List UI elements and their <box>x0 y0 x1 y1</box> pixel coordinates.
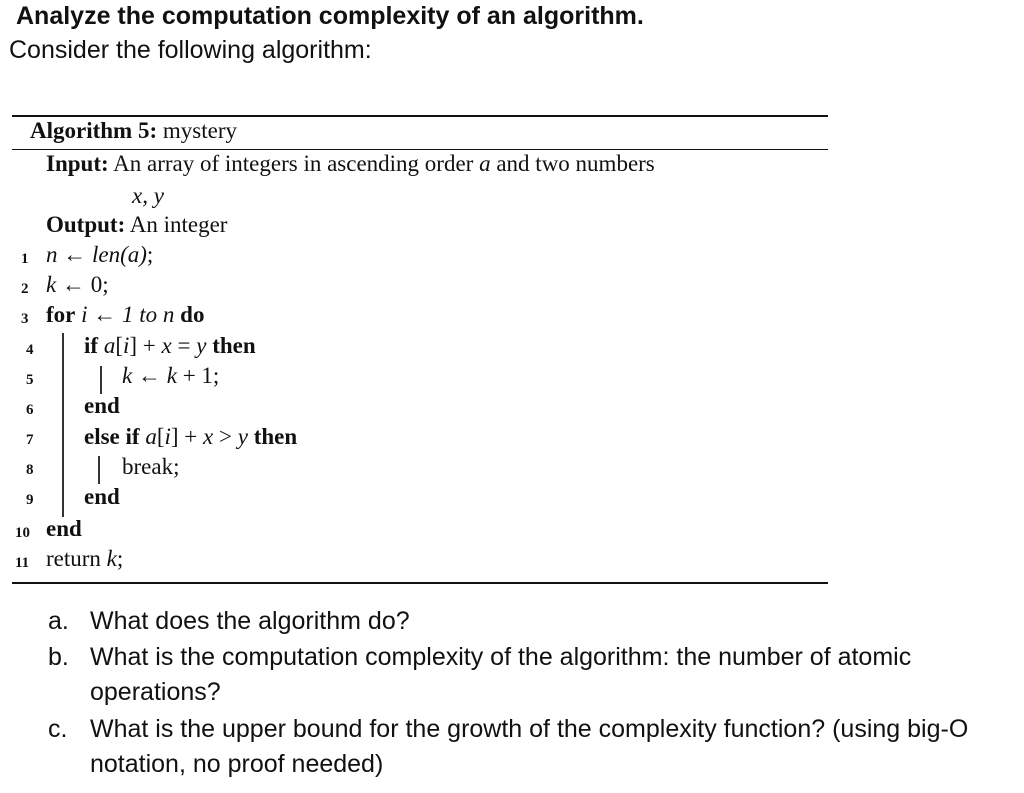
caption-name: mystery <box>162 118 237 143</box>
caption-label: Algorithm 5: <box>30 118 158 143</box>
code-op: = <box>171 333 197 358</box>
line-number: 10 <box>15 525 30 541</box>
code-line-9: end <box>84 484 120 509</box>
code-line-10: end <box>46 516 82 541</box>
input-text: An array of integers in ascending order <box>113 151 474 176</box>
line-number: 7 <box>26 432 34 448</box>
code-keyword: return <box>46 546 101 571</box>
code-op: ← <box>63 242 87 267</box>
input-var: a <box>479 151 491 176</box>
code-op: ← <box>132 363 167 388</box>
algorithm-box <box>12 115 828 585</box>
code-end: ; <box>146 242 154 267</box>
input-line <box>46 151 655 177</box>
code-op: > <box>213 424 238 449</box>
code-line-6: end <box>84 393 120 418</box>
code-keyword: for <box>46 302 76 327</box>
code-expr: 1 to n <box>122 302 175 327</box>
bottom-rule <box>12 582 828 584</box>
code-op: [ <box>115 333 123 358</box>
if-body-bar <box>100 366 102 394</box>
input-vars: x, y <box>132 183 164 208</box>
code-end: ; <box>116 546 124 571</box>
code-var: n <box>46 242 58 267</box>
code-line-11 <box>46 546 123 572</box>
intro-text: Consider the following algorithm: <box>9 36 372 64</box>
line-number: 2 <box>21 281 29 297</box>
else-if-body-bar <box>98 456 100 484</box>
code-var: k <box>122 363 133 388</box>
code-end: ; <box>102 272 109 297</box>
code-var: i <box>81 302 88 327</box>
code-var: k <box>166 363 177 388</box>
code-line-2 <box>46 272 109 298</box>
top-rule <box>12 115 828 117</box>
code-line-5 <box>122 363 219 389</box>
question-text: What is the upper bound for the growth of the complexity function? (using big-O notation, no proof needed) <box>90 715 969 778</box>
line-number: 11 <box>15 555 30 571</box>
code-keyword: then <box>212 333 256 358</box>
code-keyword: do <box>180 302 205 327</box>
code-line-3 <box>46 302 204 328</box>
code-line-1 <box>46 242 153 268</box>
code-line-8: break; <box>122 454 180 479</box>
code-op: ← <box>61 272 85 297</box>
output-line <box>46 212 227 238</box>
code-var: k <box>106 546 117 571</box>
line-number: 3 <box>21 311 29 327</box>
line-number: 5 <box>26 372 34 388</box>
code-op: ] + <box>129 333 162 358</box>
question-marker: a. <box>48 607 69 635</box>
code-var: k <box>46 272 57 297</box>
output-text: An integer <box>129 212 228 237</box>
code-line-4 <box>84 333 256 359</box>
code-line-7 <box>84 424 297 450</box>
code-keyword: if <box>84 333 99 358</box>
code-var: y <box>196 333 207 358</box>
page-title: Analyze the computation complexity of an algorithm. <box>16 2 644 30</box>
code-op: ] + <box>170 424 204 449</box>
algorithm-caption <box>30 118 237 144</box>
loop-body-bar <box>62 333 64 517</box>
code-var: a <box>103 333 116 358</box>
code-var: a <box>145 424 157 449</box>
question-marker: c. <box>48 715 68 743</box>
code-keyword: else if <box>84 424 140 449</box>
code-op: ← <box>93 302 117 327</box>
question-text: What is the computation complexity of the algorithm: the number of atomic operations? <box>90 643 912 706</box>
code-var: x <box>161 333 172 358</box>
code-var: i <box>122 333 130 358</box>
caption-rule <box>12 149 828 150</box>
input-label: Input: <box>46 151 109 176</box>
code-var: y <box>237 424 248 449</box>
output-label: Output: <box>46 212 126 237</box>
code-op: [ <box>156 424 165 449</box>
line-number: 8 <box>26 462 34 478</box>
line-number: 9 <box>26 492 34 508</box>
code-expr: + 1; <box>176 363 220 388</box>
code-expr: len(a) <box>92 242 147 267</box>
question-text: What does the algorithm do? <box>90 607 410 635</box>
question-marker: b. <box>48 643 69 671</box>
code-var: x <box>203 424 214 449</box>
code-expr: 0 <box>90 272 103 297</box>
code-keyword: then <box>253 424 298 449</box>
line-number: 1 <box>21 251 29 267</box>
line-number: 4 <box>26 342 34 358</box>
line-number: 6 <box>26 402 34 418</box>
input-text2: and two numbers <box>496 151 655 176</box>
code-var: i <box>164 424 171 449</box>
